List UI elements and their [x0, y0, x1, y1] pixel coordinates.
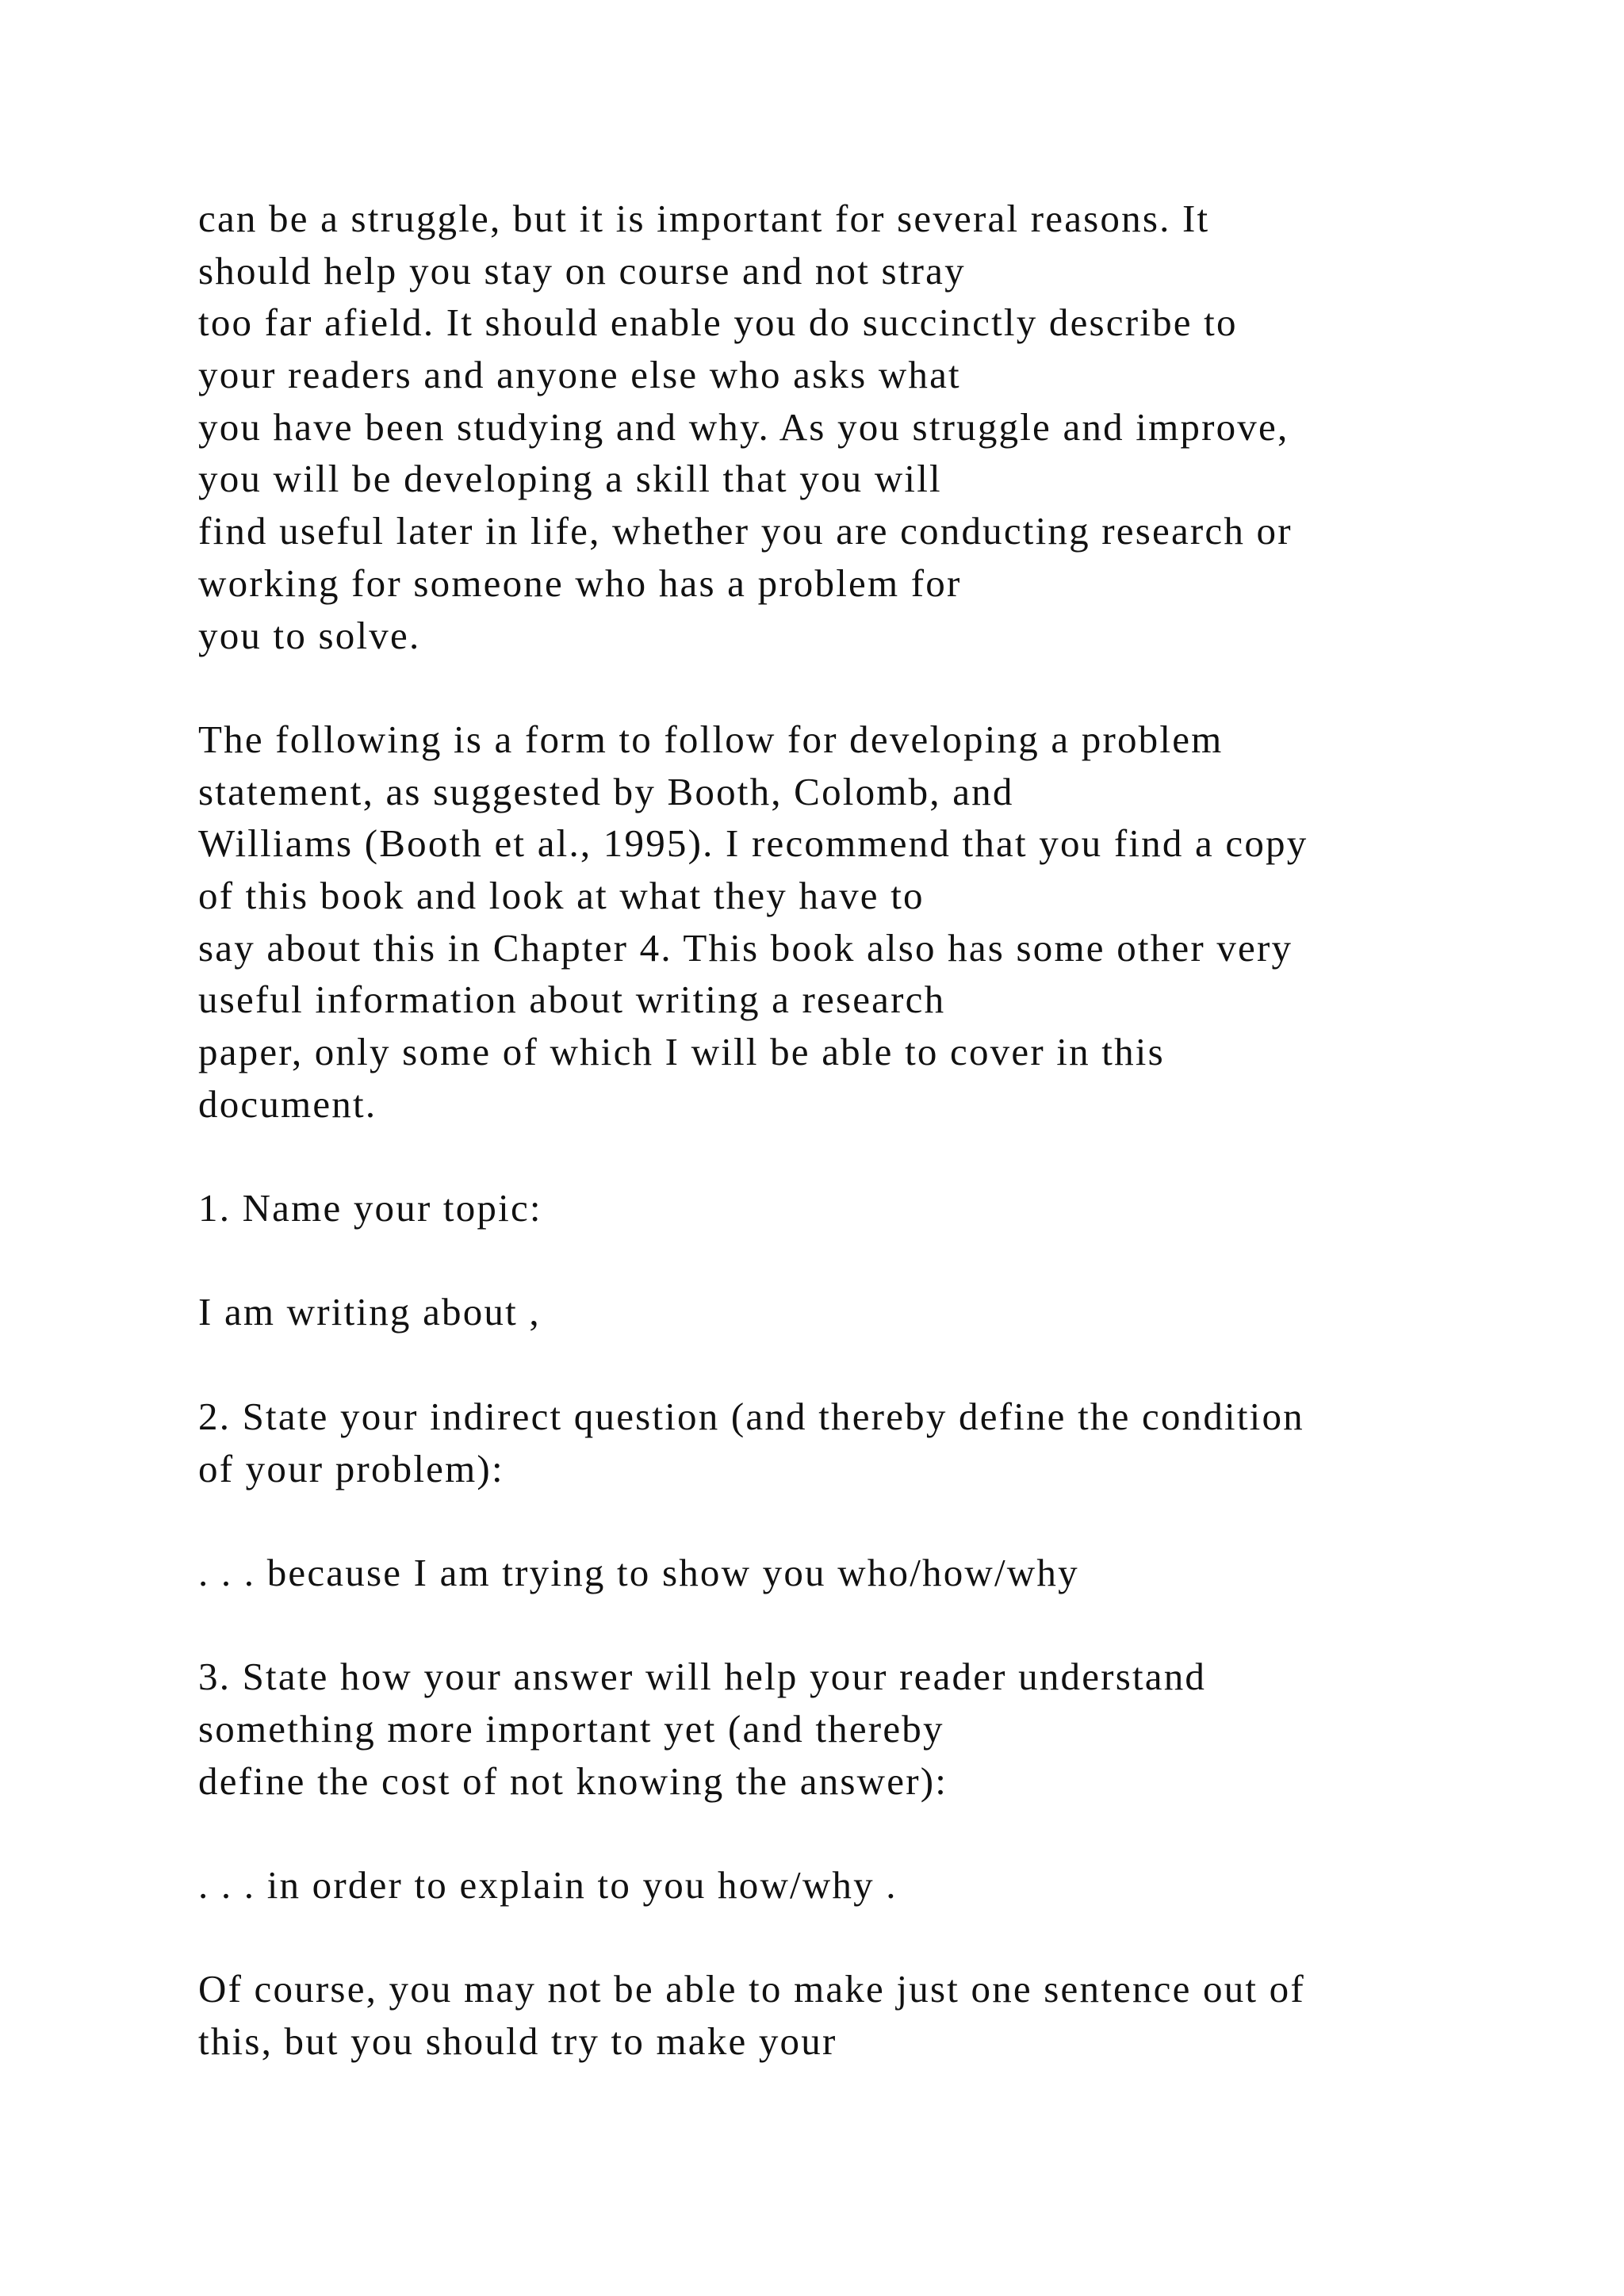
paragraph-closing [198, 1963, 1546, 2067]
text-line: something more important yet (and thereby [198, 1706, 944, 1751]
text-line: 1. Name your topic: [198, 1186, 542, 1230]
text-line: should help you stay on course and not stray [198, 248, 966, 293]
text-line: Williams (Booth et al., 1995). I recommend that you find a copy [198, 821, 1308, 866]
text-line: can be a struggle, but it is important for several reasons. It [198, 197, 1210, 240]
text-line: useful information about writing a research [198, 978, 946, 1022]
text-line: paper, only some of which I will be able to cover in this [198, 1030, 1165, 1073]
text-line: 2. State your indirect question (and thereby define the condition [198, 1394, 1304, 1438]
paragraph-spacer [198, 1130, 1546, 1182]
text-line: you will be developing a skill that you will [198, 457, 942, 501]
paragraph-spacer [198, 1599, 1546, 1651]
text-line: statement, as suggested by Booth, Colomb, and [198, 769, 1014, 813]
paragraph-spacer [198, 661, 1546, 714]
step-2-template [198, 1547, 1546, 1599]
text-line: too far afield. It should enable you do succinctly describe to [198, 300, 1238, 345]
text-line: say about this in Chapter 4. This book also has some other very [198, 925, 1293, 970]
paragraph-spacer [198, 1494, 1546, 1547]
text-line: I am writing about , [198, 1290, 541, 1334]
paragraph-spacer [198, 1234, 1546, 1287]
text-line: this, but you should try to make your [198, 2019, 837, 2064]
paragraph-importance [198, 193, 1546, 661]
text-line: . . . because I am trying to show you who/how/why [198, 1550, 1079, 1594]
text-line: . . . in order to explain to you how/why . [198, 1863, 898, 1907]
step-1-heading [198, 1182, 1546, 1234]
text-line: your readers and anyone else who asks what [198, 353, 961, 397]
text-line: The following is a form to follow for developing a problem [198, 717, 1224, 761]
text-line: document. [198, 1081, 377, 1126]
text-line: working for someone who has a problem for [198, 561, 962, 605]
step-2-heading [198, 1391, 1546, 1494]
paragraph-form-intro [198, 714, 1546, 1131]
text-line: you have been studying and why. As you struggle and improve, [198, 404, 1289, 449]
text-line: Of course, you may not be able to make just one sentence out of [198, 1967, 1305, 2011]
text-line: define the cost of not knowing the answer): [198, 1758, 948, 1803]
text-line: you to solve. [198, 613, 421, 657]
text-line: of your problem): [198, 1446, 504, 1490]
step-3-template [198, 1859, 1546, 1911]
document-body [198, 193, 1546, 2068]
paragraph-spacer [198, 1911, 1546, 1964]
text-line: find useful later in life, whether you are conducting research or [198, 509, 1293, 553]
paragraph-spacer [198, 1807, 1546, 1859]
text-line: 3. State how your answer will help your reader understand [198, 1655, 1207, 1699]
paragraph-spacer [198, 1338, 1546, 1391]
text-line: of this book and look at what they have to [198, 873, 925, 917]
step-3-heading [198, 1651, 1546, 1807]
step-1-template [198, 1286, 1546, 1338]
